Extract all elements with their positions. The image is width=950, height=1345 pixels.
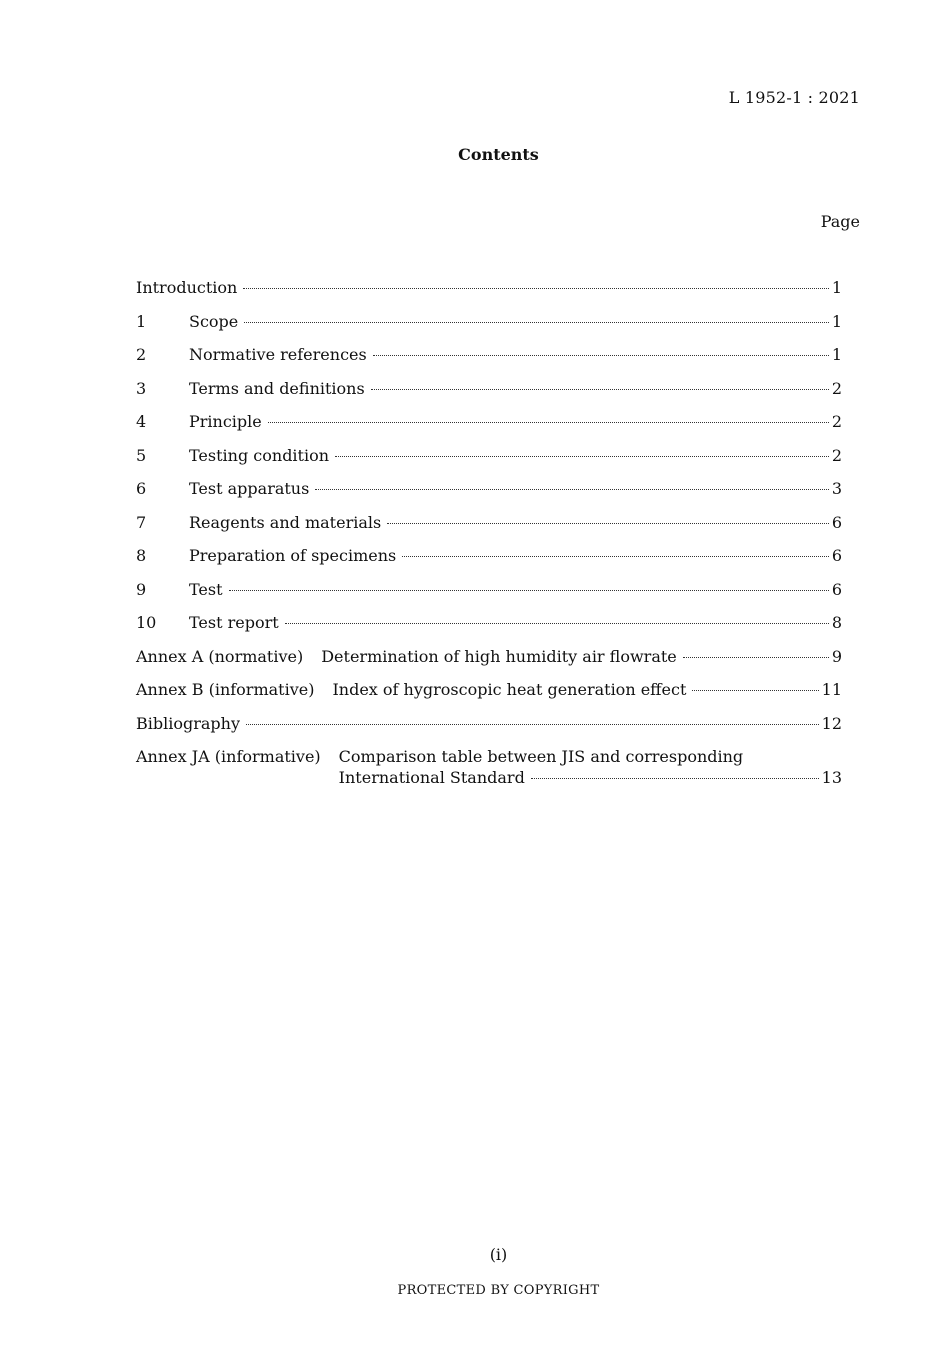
dot-leader bbox=[268, 422, 829, 423]
toc-entry-number: 6 bbox=[136, 479, 147, 498]
dot-leader bbox=[246, 724, 819, 725]
toc-entry-label: Introduction bbox=[136, 278, 238, 297]
toc-entry-page: 1 bbox=[831, 345, 842, 364]
toc-entry-title-block bbox=[339, 747, 842, 787]
dot-leader bbox=[229, 590, 829, 591]
toc-entry-page: 13 bbox=[821, 768, 842, 787]
toc-entry-line-2 bbox=[339, 768, 842, 787]
toc-entry-page: 11 bbox=[821, 680, 842, 699]
dot-leader bbox=[371, 389, 829, 390]
toc-entry-page: 2 bbox=[831, 412, 842, 431]
toc-entry-clause-4[interactable] bbox=[136, 412, 842, 446]
toc-entry-clause-1[interactable] bbox=[136, 312, 842, 346]
toc-entry-label: Test report bbox=[189, 613, 279, 632]
footer-page-number: (i) bbox=[489, 1245, 508, 1264]
toc-entry-page: 6 bbox=[831, 512, 842, 532]
toc-entry-annex-designation: Annex A (normative) bbox=[136, 646, 304, 666]
toc-entry-page: 2 bbox=[831, 378, 842, 398]
toc-entry-number: 2 bbox=[136, 345, 147, 364]
dot-leader bbox=[285, 623, 829, 624]
toc-entry-page: 3 bbox=[831, 479, 842, 498]
toc-entry-label: Reagents and materials bbox=[189, 512, 382, 532]
table-of-contents bbox=[136, 278, 842, 787]
toc-entry-page: 2 bbox=[831, 445, 842, 465]
toc-entry-page: 8 bbox=[831, 613, 842, 632]
dot-leader bbox=[531, 778, 819, 779]
toc-entry-label: Bibliography bbox=[136, 713, 240, 733]
toc-entry-annex-designation: Annex JA (informative) bbox=[136, 747, 321, 766]
toc-entry-number: 8 bbox=[136, 546, 147, 565]
toc-entry-label: Determination of high humidity air flowrate bbox=[321, 646, 677, 666]
page-column-label: Page bbox=[820, 212, 860, 231]
toc-entry-clause-8[interactable] bbox=[136, 546, 842, 580]
toc-entry-clause-5[interactable] bbox=[136, 446, 842, 480]
toc-entry-clause-6[interactable] bbox=[136, 479, 842, 513]
toc-entry-number: 9 bbox=[136, 579, 147, 599]
toc-entry-label: Scope bbox=[189, 311, 239, 331]
toc-entry-number: 7 bbox=[136, 512, 147, 532]
toc-entry-annex-ja[interactable] bbox=[136, 747, 842, 787]
toc-entry-page: 1 bbox=[831, 311, 842, 331]
toc-entry-label: Terms and definitions bbox=[189, 378, 365, 398]
toc-entry-label: Principle bbox=[189, 412, 262, 431]
page-title: Contents bbox=[458, 145, 539, 164]
toc-entry-number: 4 bbox=[136, 412, 147, 431]
copyright-notice: PROTECTED BY COPYRIGHT bbox=[397, 1283, 600, 1298]
toc-entry-page: 9 bbox=[831, 646, 842, 666]
dot-leader bbox=[683, 657, 829, 658]
toc-entry-label: Index of hygroscopic heat generation effect bbox=[332, 680, 687, 699]
toc-entry-page: 6 bbox=[831, 579, 842, 599]
toc-entry-label: Testing condition bbox=[189, 445, 330, 465]
toc-entry-label: Test bbox=[189, 579, 223, 599]
dot-leader bbox=[387, 523, 829, 524]
toc-entry-clause-2[interactable] bbox=[136, 345, 842, 379]
toc-entry-annex-b[interactable] bbox=[136, 680, 842, 714]
toc-entry-label-line-1: Comparison table between JIS and corresponding bbox=[338, 747, 744, 766]
dot-leader bbox=[244, 322, 829, 323]
toc-entry-label: Normative references bbox=[189, 345, 367, 364]
toc-entry-number: 10 bbox=[136, 613, 157, 632]
toc-entry-label: Preparation of specimens bbox=[189, 546, 397, 565]
toc-entry-annex-a[interactable] bbox=[136, 647, 842, 681]
toc-entry-number: 3 bbox=[136, 378, 147, 398]
dot-leader bbox=[402, 556, 829, 557]
toc-entry-introduction[interactable] bbox=[136, 278, 842, 312]
toc-entry-page: 6 bbox=[831, 546, 842, 565]
toc-entry-annex-designation: Annex B (informative) bbox=[136, 680, 315, 699]
dot-leader bbox=[692, 690, 818, 691]
dot-leader bbox=[335, 456, 829, 457]
toc-entry-label: Test apparatus bbox=[189, 479, 310, 498]
dot-leader bbox=[373, 355, 829, 356]
toc-entry-clause-10[interactable] bbox=[136, 613, 842, 647]
toc-entry-page: 12 bbox=[821, 713, 842, 733]
dot-leader bbox=[315, 489, 828, 490]
toc-entry-clause-9[interactable] bbox=[136, 580, 842, 614]
dot-leader bbox=[243, 288, 828, 289]
toc-entry-number: 5 bbox=[136, 445, 147, 465]
document-number: L 1952-1 : 2021 bbox=[728, 88, 860, 107]
toc-entry-number: 1 bbox=[136, 311, 147, 331]
toc-entry-label-line-2: International Standard bbox=[338, 768, 525, 787]
toc-entry-clause-7[interactable] bbox=[136, 513, 842, 547]
toc-entry-clause-3[interactable] bbox=[136, 379, 842, 413]
toc-entry-page: 1 bbox=[831, 278, 842, 297]
toc-entry-bibliography[interactable] bbox=[136, 714, 842, 748]
